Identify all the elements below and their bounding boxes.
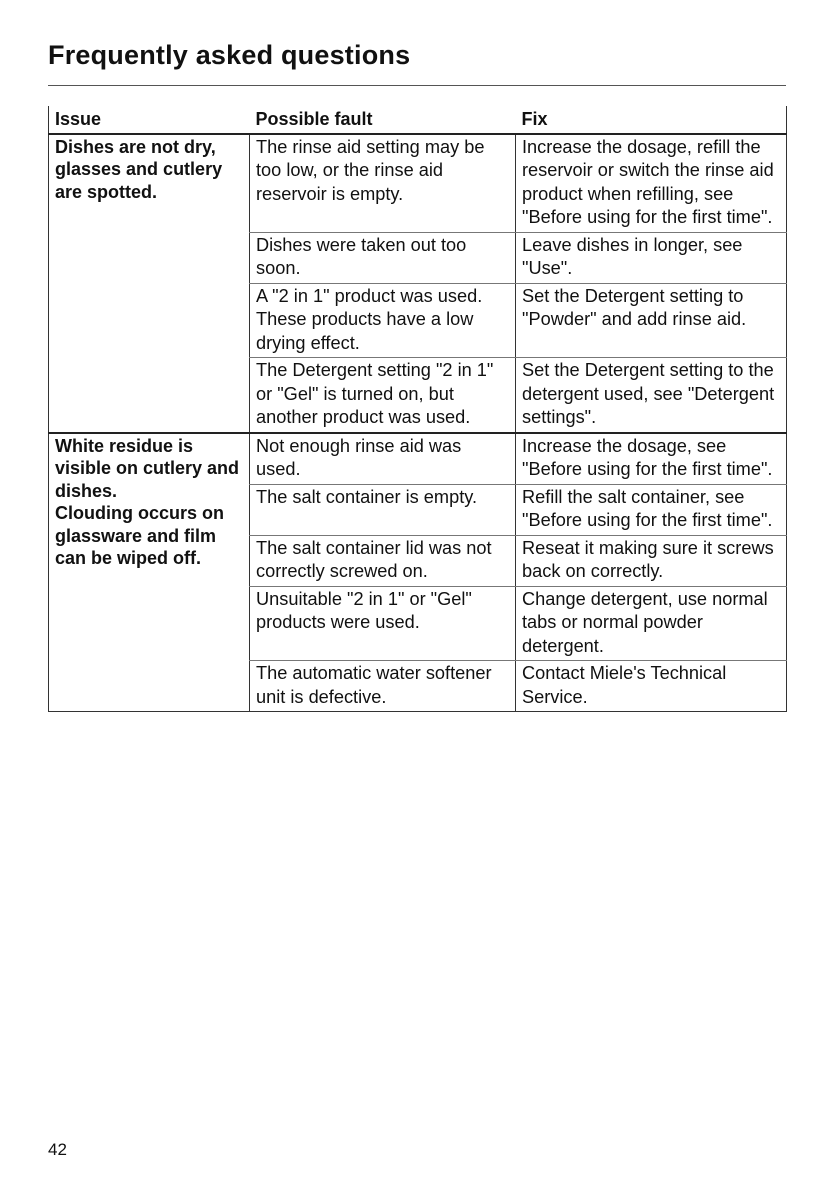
issue-line: White residue is visible on cutlery and dishes. bbox=[55, 435, 240, 501]
fault-cell: A "2 in 1" product was used. These products have a low drying effect. bbox=[250, 283, 516, 358]
fix-cell: Contact Miele's Technical Service. bbox=[516, 661, 787, 712]
page-number: 42 bbox=[48, 1140, 67, 1159]
issue-cell bbox=[49, 433, 250, 712]
fix-cell: Increase the dosage, refill the reservoir or switch the rinse aid product when refilling, see "Before using for the first time". bbox=[516, 134, 787, 233]
column-header-possible-fault: Possible fault bbox=[250, 106, 516, 134]
fix-cell: Reseat it making sure it screws back on correctly. bbox=[516, 535, 787, 586]
issue-line: Clouding occurs on glassware and film can be wiped off. bbox=[55, 503, 224, 568]
fault-cell: Dishes were taken out too soon. bbox=[250, 232, 516, 283]
column-header-fix: Fix bbox=[516, 106, 787, 134]
faq-table bbox=[48, 106, 787, 712]
column-header-issue: Issue bbox=[49, 106, 250, 134]
fault-cell: The salt container is empty. bbox=[250, 484, 516, 535]
fix-cell: Set the Detergent setting to "Powder" and add rinse aid. bbox=[516, 283, 787, 358]
fix-cell: Refill the salt container, see "Before using for the first time". bbox=[516, 484, 787, 535]
page-title: Frequently asked questions bbox=[48, 40, 411, 70]
fix-cell: Change detergent, use normal tabs or normal powder detergent. bbox=[516, 586, 787, 661]
fault-cell: Not enough rinse aid was used. bbox=[250, 433, 516, 485]
fault-cell: The Detergent setting "2 in 1" or "Gel" is turned on, but another product was used. bbox=[250, 358, 516, 433]
fix-cell: Set the Detergent setting to the detergent used, see "Detergent settings". bbox=[516, 358, 787, 433]
issue-cell: Dishes are not dry, glasses and cutlery are spotted. bbox=[49, 134, 250, 433]
fault-cell: The automatic water softener unit is defective. bbox=[250, 661, 516, 712]
title-divider bbox=[48, 85, 786, 86]
fix-cell: Leave dishes in longer, see "Use". bbox=[516, 232, 787, 283]
table-row bbox=[49, 134, 787, 233]
table-row bbox=[49, 433, 787, 485]
fault-cell: The rinse aid setting may be too low, or the rinse aid reservoir is empty. bbox=[250, 134, 516, 233]
table-header-row bbox=[49, 106, 787, 134]
fix-cell: Increase the dosage, see "Before using for the first time". bbox=[516, 433, 787, 485]
fault-cell: Unsuitable "2 in 1" or "Gel" products were used. bbox=[250, 586, 516, 661]
fault-cell: The salt container lid was not correctly screwed on. bbox=[250, 535, 516, 586]
